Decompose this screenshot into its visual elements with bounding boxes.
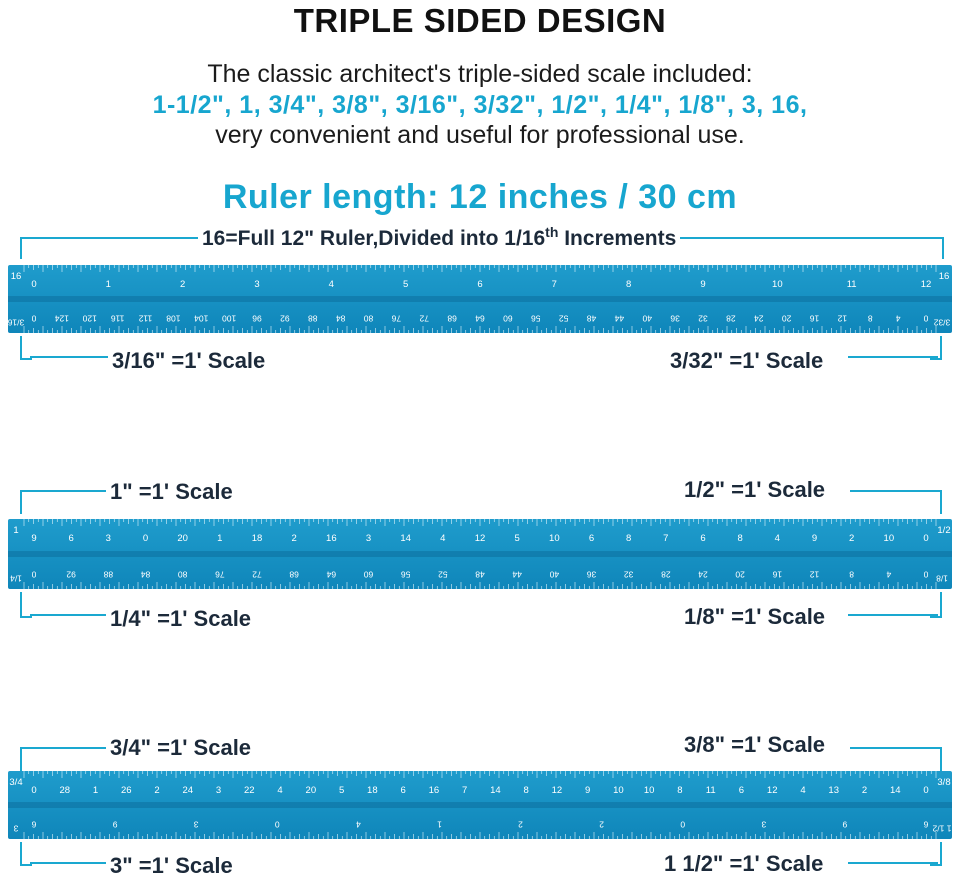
ruler-3-top-number: 13 — [828, 785, 840, 796]
ruler-2-top-end-right: 1/2 — [937, 525, 951, 536]
ruler-1-bottom-number: 92 — [280, 313, 290, 324]
ruler-1-top-number: 2 — [180, 279, 186, 290]
ruler-1-bottom-number: 52 — [558, 313, 569, 324]
ruler-2-top-number: 2 — [291, 533, 297, 544]
ruler-2-top-number: 6 — [588, 533, 595, 544]
ruler-3-edge — [8, 802, 952, 808]
bracket-3-8 — [850, 747, 942, 771]
ruler-1-top-number: 1 — [105, 279, 111, 290]
bracket-1-1-2-line — [848, 862, 938, 864]
ruler-1-bottom-number: 80 — [363, 313, 374, 324]
ruler-1-edge — [8, 296, 952, 302]
ruler-1-bottom-number: 44 — [614, 313, 625, 324]
ruler-3-top-number: 8 — [523, 785, 529, 796]
ruler-2-top-number: 20 — [177, 533, 188, 544]
ruler-3-bottom-number: 0 — [274, 819, 280, 830]
ruler-3-bottom-end-left: 3 — [13, 823, 19, 834]
ruler-3-top-number: 0 — [923, 785, 929, 796]
ruler-2-top-number: 10 — [883, 533, 895, 544]
ruler-1-top-number: 7 — [551, 279, 557, 290]
ruler-3-bottom-number: 3 — [193, 819, 199, 830]
label-scale-3-32: 3/32" =1' Scale — [666, 348, 827, 374]
bracket-1-8-line — [848, 614, 938, 616]
ruler-3-bottom-number: 4 — [355, 819, 361, 830]
ruler-3-bottom-number: 2 — [599, 819, 605, 830]
ruler-2-top-number: 16 — [326, 533, 337, 544]
bracket-3-32 — [930, 336, 942, 360]
ruler-3-bottom-end-right: 1 1/2 — [932, 823, 952, 834]
ruler-2-top-number: 8 — [737, 533, 743, 544]
ruler-2-top-number: 14 — [400, 533, 411, 544]
ruler-1-top-number: 10 — [772, 279, 783, 290]
ruler-2-bottom-number: 72 — [252, 569, 262, 580]
ruler-3-bottom-number: 9 — [112, 819, 118, 830]
ruler-2-top-number: 9 — [811, 533, 818, 544]
ruler-3-top-number: 24 — [182, 785, 194, 796]
label-scale-3-4: 3/4" =1' Scale — [106, 735, 255, 761]
intro-line-1: The classic architect's triple-sided scale included: — [207, 60, 753, 88]
ruler-2-bottom-number: 12 — [809, 569, 820, 580]
ruler-1-top-number: 12 — [920, 279, 932, 290]
ruler-1-bottom-number: 20 — [781, 313, 792, 324]
ruler-3-top-number: 16 — [428, 785, 440, 796]
ruler-3-top-end-left: 3/4 — [9, 777, 23, 788]
ruler-1-bottom-number: 28 — [726, 313, 736, 324]
ruler-2-bottom-number: 28 — [661, 569, 671, 580]
ruler-1-bottom-end-left: 3/16 — [8, 317, 25, 328]
label-scale-1-2: 1/2" =1' Scale — [680, 477, 829, 503]
ruler-2-top-number: 4 — [774, 533, 780, 544]
label-scale-3: 3" =1' Scale — [106, 853, 237, 879]
ruler-1-bottom-end-right: 3/32 — [933, 317, 951, 328]
ruler-1-bottom-number: 60 — [503, 313, 513, 324]
ruler-2-top-end-left: 1 — [13, 525, 19, 536]
full-ruler-caption: 16=Full 12" Ruler,Divided into 1/16th Increments — [198, 224, 680, 251]
ruler-3-top-number: 6 — [400, 785, 406, 796]
ruler-2-bottom-number: 68 — [289, 569, 299, 580]
ruler-1-bottom-number: 120 — [82, 313, 97, 324]
bracket-1-8 — [930, 592, 942, 618]
ruler-2-top-number: 4 — [440, 533, 446, 544]
ruler-2-top-number: 9 — [31, 533, 37, 544]
ruler-2-bottom-number: 16 — [772, 569, 783, 580]
ruler-1-scale-marks — [8, 265, 952, 333]
ruler-3-top-number: 18 — [367, 785, 378, 796]
ruler-2-bottom-number: 80 — [177, 569, 188, 580]
ruler-3-top-number: 12 — [551, 785, 563, 796]
ruler-1-bottom-number: 0 — [31, 313, 37, 324]
ruler-1-top-end-right: 16 — [938, 271, 950, 282]
ruler-3-bottom-number: 0 — [680, 819, 686, 830]
ruler-1-bottom-number: 24 — [754, 313, 764, 324]
ruler-2-bottom-end-left: 1/4 — [10, 573, 22, 584]
ruler-2-bottom-number: 84 — [140, 569, 151, 580]
ruler-2-edge — [8, 551, 952, 557]
ruler-3-top-number: 7 — [461, 785, 468, 796]
ruler-3-top-number: 5 — [338, 785, 345, 796]
ruler-3-bottom-number: 3 — [761, 819, 767, 830]
label-scale-1-1-2: 1 1/2" =1' Scale — [660, 851, 827, 877]
ruler-2-top-number: 6 — [68, 533, 74, 544]
ruler-3-top-number: 10 — [643, 785, 655, 796]
label-scale-1: 1" =1' Scale — [106, 479, 237, 505]
ruler-3 — [8, 771, 952, 839]
ruler-3-top-number: 20 — [305, 785, 317, 796]
ruler-1-bottom-number: 36 — [670, 313, 680, 324]
ruler-2-top-number: 6 — [700, 533, 706, 544]
ruler-2-bottom-number: 36 — [586, 569, 597, 580]
ruler-2-top-number: 5 — [514, 533, 520, 544]
ruler-1-bottom-number: 116 — [110, 313, 125, 324]
bracket-1-1-2 — [930, 842, 942, 866]
ruler-1-bottom-number: 0 — [923, 313, 929, 324]
ruler-2-bottom-number: 92 — [66, 569, 76, 580]
ruler-1-bottom-number: 48 — [586, 313, 597, 324]
ruler-1-bottom-number: 76 — [391, 313, 402, 324]
ruler-3-top-number: 8 — [677, 785, 683, 796]
ruler-2-bottom-number: 32 — [623, 569, 634, 580]
ruler-3-top-number: 4 — [800, 785, 806, 796]
ruler-1-top-number: 6 — [477, 279, 483, 290]
bracket-3-16-line — [30, 356, 120, 358]
ruler-2-bottom-number: 76 — [215, 569, 225, 580]
ruler-3-top-number: 28 — [59, 785, 71, 796]
ruler-3-bottom-number: 6 — [31, 819, 37, 830]
ruler-3-top-number: 26 — [120, 785, 132, 796]
ruler-1-top-end-left: 16 — [10, 271, 22, 282]
ruler-1-bottom-number: 88 — [308, 313, 318, 324]
ruler-1-bottom-number: 8 — [867, 313, 873, 324]
ruler-1-bottom-number: 12 — [837, 313, 848, 324]
ruler-2-bottom-number: 56 — [400, 569, 411, 580]
label-scale-3-16: 3/16" =1' Scale — [108, 348, 269, 374]
ruler-3-top-number: 9 — [585, 785, 591, 796]
ruler-3-bottom-number: 9 — [842, 819, 848, 830]
ruler-2-top-number: 0 — [142, 533, 149, 544]
ruler-3-top-number: 3 — [215, 785, 222, 796]
ruler-1-top-number: 5 — [403, 279, 409, 290]
bracket-3-4 — [20, 747, 112, 771]
ruler-2-bottom-number: 8 — [849, 569, 855, 580]
intro-line-2: 1-1/2", 1, 3/4", 3/8", 3/16", 3/32", 1/2", 1/4", 1/8", 3, 16, — [152, 91, 808, 119]
page-title: TRIPLE SIDED DESIGN — [293, 2, 667, 39]
label-scale-3-8: 3/8" =1' Scale — [680, 732, 829, 758]
bracket-1 — [20, 490, 112, 514]
ruler-1-top-number: 0 — [31, 279, 37, 290]
ruler-2-bottom-number: 60 — [363, 569, 374, 580]
ruler-1-top-number: 3 — [254, 279, 260, 290]
ruler-1-bottom-number: 84 — [335, 313, 346, 324]
ruler-2-top-number: 8 — [626, 533, 632, 544]
ruler-2-top-number: 2 — [849, 533, 855, 544]
ruler-2-bottom-end-right: 1/8 — [936, 573, 948, 584]
ruler-1-bottom-number: 100 — [222, 313, 237, 324]
ruler-1-bottom-number: 32 — [698, 313, 708, 324]
ruler-2-top-number: 12 — [474, 533, 486, 544]
ruler-1-top-number: 8 — [626, 279, 632, 290]
ruler-3-top-number: 1 — [92, 785, 99, 796]
ruler-2-bottom-number: 4 — [886, 569, 892, 580]
ruler-2-bottom-number: 88 — [103, 569, 114, 580]
ruler-2-bottom-number: 44 — [512, 569, 522, 580]
ruler-1-top-number: 4 — [328, 279, 334, 290]
ruler-2-top-number: 0 — [923, 533, 929, 544]
ruler-1-bottom-number: 4 — [895, 313, 901, 324]
ruler-1-bottom-number: 64 — [475, 313, 485, 324]
ruler-2-bottom-number: 40 — [549, 569, 560, 580]
ruler-3-top-number: 6 — [738, 785, 745, 796]
ruler-1-bottom-number: 16 — [809, 313, 820, 324]
ruler-1-bottom-number: 112 — [138, 313, 153, 324]
ruler-2-top-number: 1 — [217, 533, 223, 544]
ruler-1-top-number: 11 — [846, 279, 857, 290]
ruler-3-top-number: 10 — [613, 785, 624, 796]
ruler-2-top-number: 7 — [663, 533, 669, 544]
ruler-3-top-number: 2 — [154, 785, 160, 796]
ruler-3-top-number: 0 — [31, 785, 37, 796]
ruler-3-bottom-number: 1 — [437, 819, 442, 830]
ruler-1-bottom-number: 56 — [531, 313, 541, 324]
ruler-1-top-number: 9 — [700, 279, 706, 290]
ruler-3-scale-marks — [8, 771, 952, 839]
ruler-1-bottom-number: 68 — [447, 313, 457, 324]
ruler-2-top-number: 3 — [365, 533, 372, 544]
ruler-3-top-number: 22 — [244, 785, 255, 796]
ruler-1-bottom-number: 124 — [54, 313, 69, 324]
ruler-2-bottom-number: 0 — [923, 569, 929, 580]
ruler-2 — [8, 519, 952, 589]
bracket-1-2 — [850, 490, 942, 514]
ruler-2-top-number: 3 — [105, 533, 111, 544]
bracket-3-32-line — [848, 356, 938, 358]
ruler-3-top-number: 4 — [277, 785, 283, 796]
ruler-1-bottom-number: 40 — [642, 313, 652, 324]
ruler-1-bottom-number: 72 — [419, 313, 429, 324]
intro-line-3: very convenient and useful for professional use. — [215, 121, 745, 149]
ruler-2-bottom-number: 0 — [31, 569, 37, 580]
ruler-3-top-number: 14 — [889, 785, 901, 796]
ruler-3-top-number: 12 — [766, 785, 778, 796]
ruler-3-top-number: 2 — [861, 785, 868, 796]
ruler-1-bottom-number: 96 — [252, 313, 262, 324]
ruler-3-top-number: 11 — [705, 785, 716, 796]
ruler-1-bottom-number: 104 — [194, 313, 209, 324]
ruler-2-bottom-number: 64 — [326, 569, 337, 580]
ruler-3-top-number: 14 — [490, 785, 501, 796]
ruler-1 — [8, 265, 952, 333]
ruler-2-scale-marks — [8, 519, 952, 589]
ruler-1-bottom-number: 108 — [166, 313, 181, 324]
label-scale-1-8: 1/8" =1' Scale — [680, 604, 829, 630]
ruler-3-top-end-right: 3/8 — [937, 777, 951, 788]
ruler-2-bottom-number: 20 — [735, 569, 745, 580]
ruler-2-bottom-number: 52 — [438, 569, 448, 580]
ruler-3-bottom-number: 2 — [518, 819, 523, 830]
ruler-2-bottom-number: 24 — [698, 569, 708, 580]
ruler-2-top-number: 18 — [251, 533, 263, 544]
ruler-3-bottom-number: 6 — [923, 819, 929, 830]
label-scale-1-4: 1/4" =1' Scale — [106, 606, 255, 632]
ruler-length: Ruler length: 12 inches / 30 cm — [222, 178, 738, 216]
ruler-2-bottom-number: 48 — [475, 569, 485, 580]
ruler-2-top-number: 10 — [549, 533, 560, 544]
